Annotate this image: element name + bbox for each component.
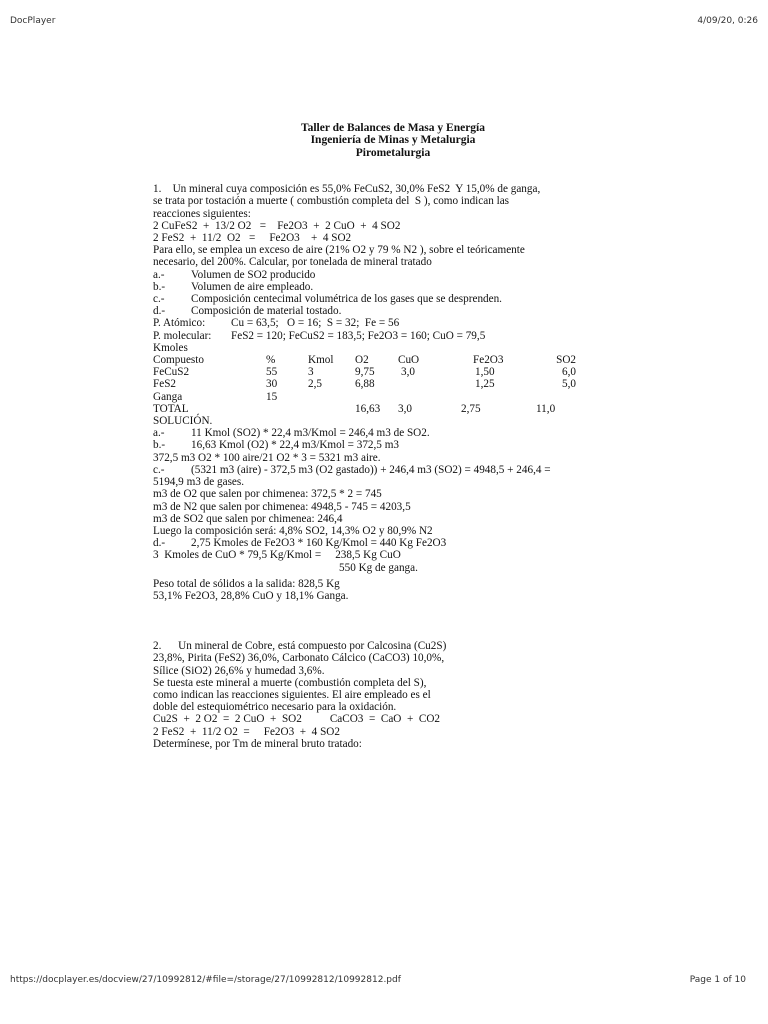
problem2-line: 2. Un mineral de Cobre, está compuesto por Calcosina (Cu2S) [153, 640, 447, 653]
document-page [153, 122, 613, 750]
problem1-intro-line: se trata por tostación a muerte ( combustión completa del S ), como indican las [153, 195, 510, 208]
table-header: Kmol [308, 354, 334, 367]
table-cell: 3,0 [398, 402, 412, 415]
problem1-intro-line: Para ello, se emplea un exceso de aire (21% O2 y 79 % N2 ), sobre el teóricamente [153, 244, 525, 257]
table-cell [536, 391, 576, 403]
table-cell: Ganga [153, 390, 183, 403]
problem1-intro-line: 1. Un mineral cuya composición es 55,0% FeCuS2, 30,0% FeS2 Y 15,0% de ganga, [153, 183, 541, 196]
question-d [153, 305, 613, 317]
table-cell [266, 403, 308, 415]
solution-label: b.- [153, 439, 166, 452]
table-cell: 3,0 [401, 366, 415, 379]
page-indicator: Page 1 of 10 [689, 975, 746, 985]
heading-line-3: Pirometalurgia [355, 146, 431, 159]
solution-text: 11 Kmol (SO2) * 22,4 m3/Kmol = 246,4 m3 de SO2. [191, 427, 430, 440]
solution-line: m3 de O2 que salen por chimenea: 372,5 * 2 = 745 [153, 488, 382, 501]
heading-line-1: Taller de Balances de Masa y Energía [301, 122, 485, 134]
table-header: % [266, 354, 276, 367]
reaction-1: 2 CuFeS2 + 13/2 O2 = Fe2O3 + 2 CuO + 4 SO2 [153, 219, 401, 232]
table-header: Fe2O3 [473, 354, 504, 367]
solution-line: Peso total de sólidos a la salida: 828,5 Kg [153, 577, 340, 590]
molecular-values: FeS2 = 120; FeCuS2 = 183,5; Fe2O3 = 160; CuO = 79,5 [231, 329, 486, 342]
question-a [153, 269, 613, 281]
table-cell: FeS2 [153, 378, 177, 391]
table-cell: 3 [308, 366, 314, 379]
molecular-weights [153, 330, 613, 342]
solution-text: 16,63 Kmol (O2) * 22,4 m3/Kmol = 372,5 m3 [191, 439, 399, 452]
app-name: DocPlayer [10, 16, 56, 26]
question-c [153, 293, 613, 305]
table-cell [308, 403, 355, 415]
table-cell [308, 391, 355, 403]
solution-text: (5321 m3 (aire) - 372,5 m3 (O2 gastado)) + 246,4 m3 (SO2) = 4948,5 + 246,4 = [191, 463, 551, 476]
problem1-intro-line: necesario, del 200%. Calcular, por tonelada de mineral tratado [153, 256, 432, 269]
table-header: CuO [398, 354, 420, 367]
atomic-label: P. Atómico: [153, 317, 206, 330]
solution-title: SOLUCIÓN. [153, 415, 213, 428]
table-cell: FeCuS2 [153, 366, 190, 379]
table-cell: 2,75 [461, 402, 481, 415]
table-row [153, 366, 576, 378]
browser-footer [0, 968, 768, 992]
table-header-row [153, 354, 576, 366]
table-cell: 16,63 [355, 402, 381, 415]
table-cell: 15 [266, 390, 278, 403]
document-heading [173, 122, 613, 159]
heading-line-2: Ingeniería de Minas y Metalurgia [310, 134, 476, 147]
table-row [153, 391, 576, 403]
solution-line: 3 Kmoles de CuO * 79,5 Kg/Kmol = 238,5 Kg CuO [153, 549, 401, 562]
solution-d [153, 537, 613, 549]
problem-2 [153, 640, 613, 750]
question-b [153, 281, 613, 293]
table-cell: 1,50 [475, 366, 495, 379]
problem1-intro-line: reacciones siguientes: [153, 207, 251, 220]
solution-label: a.- [153, 427, 165, 440]
table-cell [398, 378, 461, 390]
table-cell: 2,5 [308, 378, 322, 391]
atomic-weights [153, 317, 613, 329]
atomic-values: Cu = 63,5; O = 16; S = 32; Fe = 56 [231, 317, 400, 330]
question-label: d.- [153, 305, 166, 318]
table-cell: 6,0 [562, 366, 576, 379]
problem-1 [153, 183, 613, 602]
table-cell [398, 391, 461, 403]
table-cell [355, 391, 398, 403]
page-url: https://docplayer.es/docview/27/10992812/#file=/storage/27/10992812/10992812.pdf [10, 975, 401, 985]
solution-line: 53,1% Fe2O3, 28,8% CuO y 18,1% Ganga. [153, 589, 349, 602]
table-total-row [153, 403, 576, 415]
solution-text: 2,75 Kmoles de Fe2O3 * 160 Kg/Kmol = 440 Kg Fe2O3 [191, 537, 447, 550]
table-cell: 11,0 [536, 402, 556, 415]
question-text: Composición centecimal volumétrica de los gases que se desprenden. [191, 293, 502, 306]
problem2-line: Determínese, por Tm de mineral bruto tratado: [153, 737, 362, 750]
problem2-line: Se tuesta este mineral a muerte (combustión completa del S), [153, 676, 427, 689]
kmoles-label: Kmoles [153, 341, 188, 354]
table-cell: 55 [266, 366, 278, 379]
solution-line: 372,5 m3 O2 * 100 aire/21 O2 * 3 = 5321 m3 aire. [153, 451, 381, 464]
table-cell: 9,75 [355, 366, 375, 379]
table-cell: TOTAL [153, 402, 189, 415]
solution-c [153, 464, 613, 476]
question-label: b.- [153, 280, 166, 293]
question-label: c.- [153, 293, 165, 306]
question-text: Volumen de SO2 producido [191, 268, 316, 281]
question-text: Volumen de aire empleado. [191, 280, 314, 293]
kmoles-table [153, 354, 576, 415]
problem2-line: Sílice (SiO2) 26,6% y humedad 3,6%. [153, 664, 325, 677]
print-timestamp: 4/09/20, 0:26 [697, 16, 758, 26]
solution-line: m3 de SO2 que salen por chimenea: 246,4 [153, 512, 343, 525]
reaction-line: Cu2S + 2 O2 = 2 CuO + SO2 CaCO3 = CaO + CO2 [153, 713, 441, 726]
table-cell: 6,88 [355, 378, 375, 391]
table-header: Compuesto [153, 354, 204, 367]
solution-a [153, 427, 613, 439]
molecular-label: P. molecular: [153, 329, 212, 342]
table-cell: 5,0 [562, 378, 576, 391]
question-label: a.- [153, 268, 165, 281]
reaction-2: 2 FeS2 + 11/2 O2 = Fe2O3 + 4 SO2 [153, 232, 352, 245]
ganga-line: 550 Kg de ganga. [339, 561, 418, 574]
table-cell: 1,25 [475, 378, 495, 391]
problem2-line: 23,8%, Pirita (FeS2) 36,0%, Carbonato Cálcico (CaCO3) 10,0%, [153, 652, 445, 665]
table-header: SO2 [556, 354, 576, 367]
problem2-line: doble del estequiométrico necesario para la oxidación. [153, 701, 397, 714]
solution-line: m3 de N2 que salen por chimenea: 4948,5 - 745 = 4203,5 [153, 500, 411, 513]
question-text: Composición de material tostado. [191, 305, 342, 318]
solution-label: c.- [153, 463, 165, 476]
solution-b [153, 439, 613, 451]
table-row [153, 378, 576, 390]
browser-header [0, 0, 768, 40]
problem2-line: como indican las reacciones siguientes. El aire empleado es el [153, 688, 431, 701]
solution-line: 5194,9 m3 de gases. [153, 476, 245, 489]
table-cell [461, 391, 536, 403]
table-header: O2 [355, 354, 369, 367]
solution-label: d.- [153, 537, 166, 550]
reaction-line: 2 FeS2 + 11/2 O2 = Fe2O3 + 4 SO2 [153, 725, 340, 738]
solution-line: Luego la composición será: 4,8% SO2, 14,3% O2 y 80,9% N2 [153, 524, 433, 537]
table-cell: 30 [266, 378, 278, 391]
